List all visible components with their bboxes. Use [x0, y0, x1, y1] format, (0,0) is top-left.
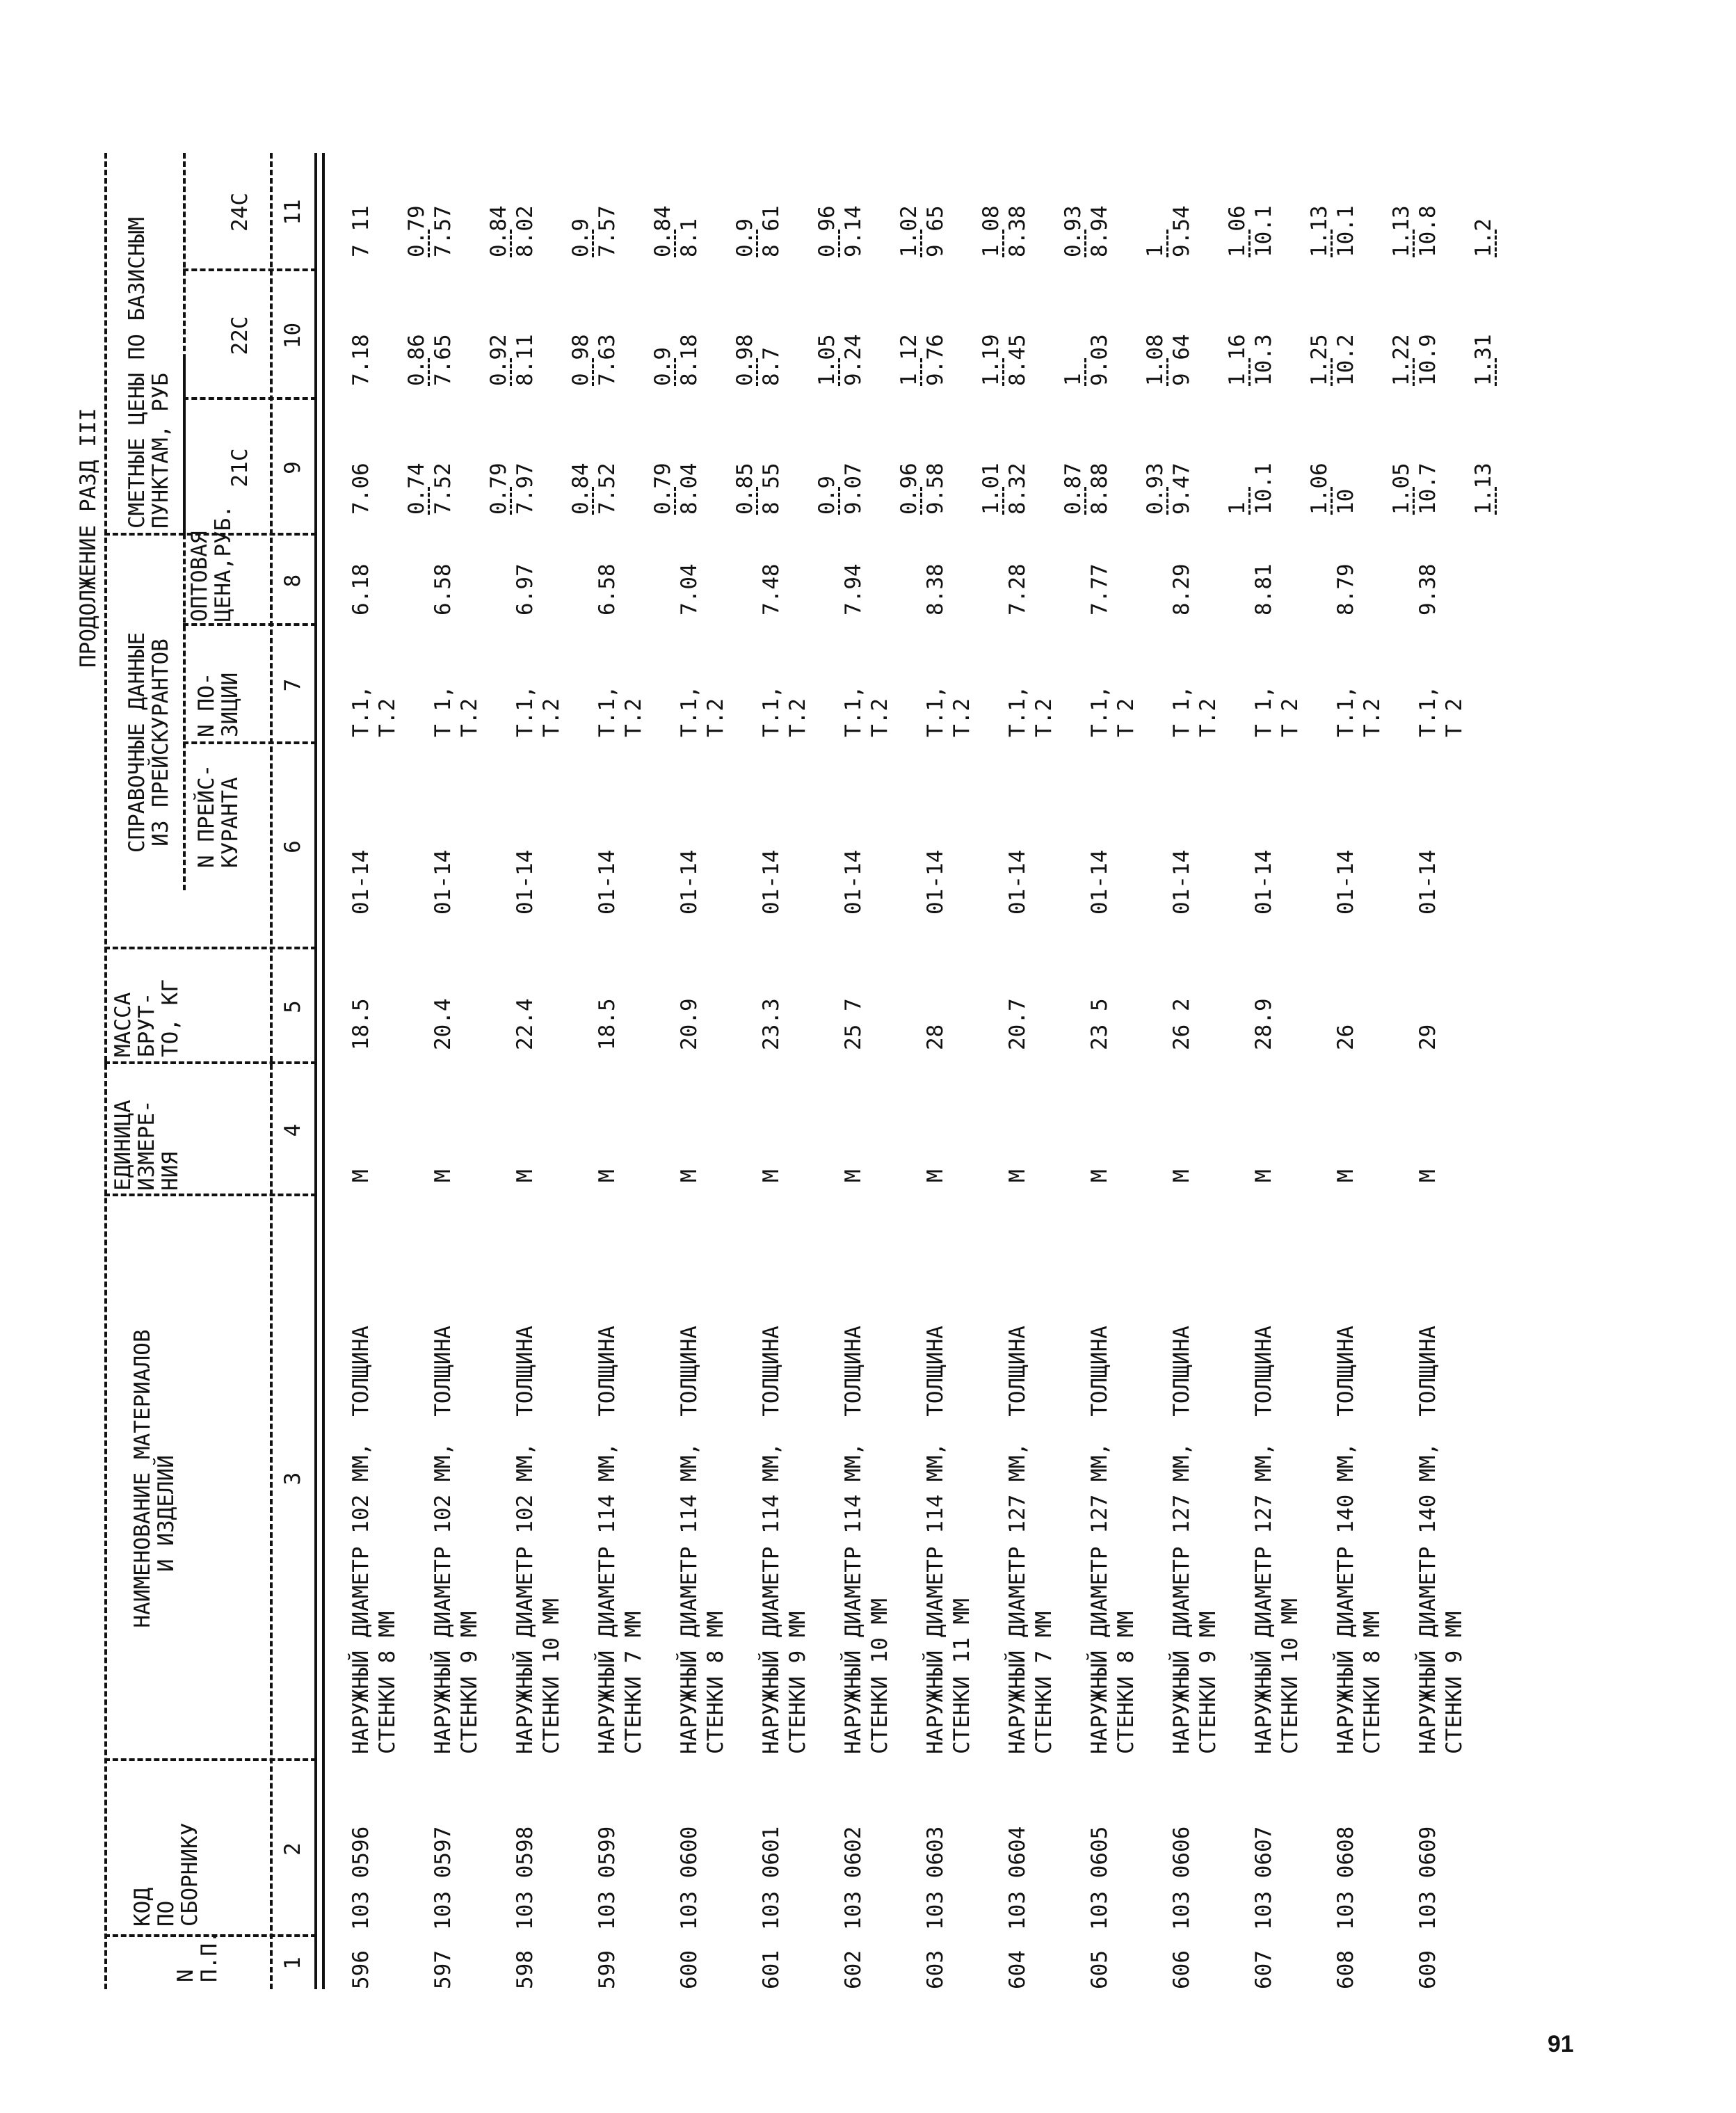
cell-pos1: Т 1,: [1169, 685, 1194, 737]
cell-num: 600: [677, 1950, 702, 1989]
cell-p21b: 8.04: [677, 463, 702, 515]
cell-p24a: 0.79: [404, 205, 429, 257]
cell-num: 602: [841, 1950, 866, 1989]
cell-p21b: 7.97: [513, 463, 538, 515]
cell-p21a: 0.74: [404, 463, 429, 515]
cell-pricelist: 01-14: [1415, 849, 1440, 915]
cell-num: 605: [1087, 1950, 1112, 1989]
cell-num: 598: [513, 1950, 538, 1989]
cell-mass: 22.4: [513, 998, 538, 1050]
cell-pricelist: 01-14: [595, 849, 620, 915]
cell-pos1: Т.1,: [1333, 685, 1358, 737]
cell-p24b: 7 11: [348, 205, 373, 257]
cell-pos2: Т.2: [949, 698, 974, 737]
cell-p22b: 7.63: [595, 334, 620, 386]
cell-code: 103 0596: [348, 1826, 373, 1930]
cell-pos2: Т 2: [1278, 698, 1303, 737]
hdr-21c: 21С: [227, 448, 252, 488]
cell-p21a: 1.06: [1307, 463, 1332, 515]
cell-p22b: 7.18: [348, 334, 373, 386]
cell-unit: М: [677, 1169, 702, 1182]
cell-name1: НАРУЖНЫЙ ДИАМЕТР 127 ММ, ТОЛЩИНА: [1087, 1326, 1112, 1754]
cell-p22b: 10.2: [1333, 334, 1358, 386]
price-group-rule: [183, 153, 186, 536]
cell-unit: М: [348, 1169, 373, 1182]
cell-p21b: 7.06: [348, 463, 373, 515]
cell-pricelist: 01-14: [1087, 849, 1112, 915]
cell-pos1: Т.1,: [923, 685, 948, 737]
cell-p24a: 1.13: [1389, 205, 1414, 257]
cell-mass: 29: [1415, 1024, 1440, 1050]
cell-p24a: 1.02: [897, 205, 922, 257]
cell-name2: СТЕНКИ 9 ММ: [1442, 1611, 1467, 1754]
cell-name1: НАРУЖНЫЙ ДИАМЕТР 114 ММ, ТОЛЩИНА: [923, 1326, 948, 1754]
cell-wholesale: 8.81: [1251, 563, 1276, 616]
cell-p24a: 0 96: [814, 205, 839, 257]
rotated-table-page: [76, 139, 1662, 1989]
hdr-ref-1: СПРАВОЧНЫЕ ДАННЫЕ: [124, 632, 150, 853]
cell-pos2: Т.2: [1031, 698, 1056, 737]
cell-p22a: 1.25: [1307, 334, 1332, 386]
cell-p24a: 0.93: [1061, 205, 1086, 257]
cell-p21a: 0.96: [897, 463, 922, 515]
cell-p21b: 8 55: [759, 463, 784, 515]
cell-p24b: 8 61: [759, 205, 784, 257]
cell-p21b: 10: [1333, 488, 1358, 515]
cell-name2: СТЕНКИ 9 ММ: [1196, 1611, 1221, 1754]
cell-pricelist: 01-14: [923, 849, 948, 915]
cell-wholesale: 7.48: [759, 563, 784, 616]
cell-pricelist: 01-14: [759, 849, 784, 915]
cell-pos2: Т.2: [1196, 698, 1221, 737]
cell-p22b: 8.45: [1005, 334, 1030, 386]
cell-unit: М: [1005, 1169, 1030, 1182]
cell-wholesale: 8.29: [1169, 563, 1194, 616]
cell-p21b: 9.58: [923, 463, 948, 515]
cell-pricelist: 01-14: [348, 849, 373, 915]
cell-name2: СТЕНКИ 8 ММ: [375, 1611, 400, 1754]
cell-wholesale: 7.04: [677, 563, 702, 616]
cell-p21a: 1.05: [1389, 463, 1414, 515]
cell-pricelist: 01-14: [841, 849, 866, 915]
cell-wholesale: 7.94: [841, 563, 866, 616]
cell-pos2: Т.2: [621, 698, 646, 737]
cell-p22a: 0.98: [732, 334, 757, 386]
cell-name2: СТЕНКИ 8 ММ: [1114, 1611, 1139, 1754]
cell-wholesale: 6.58: [595, 563, 620, 616]
cell-code: 103 0609: [1415, 1826, 1440, 1930]
cell-num: 599: [595, 1950, 620, 1989]
cell-pricelist: 01-14: [1251, 849, 1276, 915]
cell-code: 103 0606: [1169, 1826, 1194, 1930]
cell-wholesale: 6.18: [348, 563, 373, 616]
cell-pos1: Т.1,: [595, 685, 620, 737]
hdr-code-1: КОД: [130, 1888, 155, 1927]
cell-p22b: 9.03: [1087, 334, 1112, 386]
colnum-11: 11: [280, 199, 305, 225]
cell-p21a: 1.01: [979, 463, 1004, 515]
cell-p22b: 8.11: [513, 334, 538, 386]
cell-p22a: 0.92: [486, 334, 511, 386]
cell-name2: СТЕНКИ 10 ММ: [1278, 1598, 1303, 1754]
hdr-unit-3: НИЯ: [158, 1152, 183, 1191]
cell-code: 103 0602: [841, 1826, 866, 1930]
cell-p24b: 10.1: [1251, 205, 1276, 257]
cell-mass: 26: [1333, 1024, 1358, 1050]
colnum-6: 6: [280, 840, 305, 853]
cell-wholesale: 6.58: [431, 563, 456, 616]
hdr-price-2: ПУНКТАМ, РУБ: [148, 373, 173, 529]
cell-mass: 28: [923, 1024, 948, 1050]
cell-name1: НАРУЖНЫЙ ДИАМЕТР 102 ММ, ТОЛЩИНА: [513, 1326, 538, 1754]
cell-p22a: 0.86: [404, 334, 429, 386]
cell-p22b: 8.7: [759, 347, 784, 386]
cell-code: 103 0598: [513, 1826, 538, 1930]
cell-pos1: Т.1,: [759, 685, 784, 737]
cell-pos1: Т.1,: [677, 685, 702, 737]
hdr-name-1: НАИМЕНОВАНИЕ МАТЕРИАЛОВ: [130, 1329, 155, 1628]
cell-p24a: 1.2: [1471, 218, 1496, 257]
hdr-position-1: N ПО-: [194, 672, 219, 737]
cell-code: 103 0604: [1005, 1826, 1030, 1930]
cell-unit: М: [1415, 1169, 1440, 1182]
hdr-22c: 22С: [227, 316, 252, 355]
cell-unit: М: [759, 1169, 784, 1182]
cell-name1: НАРУЖНЫЙ ДИАМЕТР 127 ММ, ТОЛЩИНА: [1169, 1326, 1194, 1754]
cell-p21a: 0.79: [486, 463, 511, 515]
cell-mass: 20.9: [677, 998, 702, 1050]
cell-p22b: 10.3: [1251, 334, 1276, 386]
cell-p21a: 1: [1225, 501, 1250, 515]
cell-p21b: 8.32: [1005, 463, 1030, 515]
cell-name2: СТЕНКИ 9 ММ: [457, 1611, 482, 1754]
cell-pos1: Т.1,: [348, 685, 373, 737]
cell-p22a: 1 16: [1225, 334, 1250, 386]
cell-name2: СТЕНКИ 10 ММ: [539, 1598, 564, 1754]
cell-p24b: 10.8: [1415, 205, 1440, 257]
colnum-10: 10: [280, 322, 305, 349]
cell-p21a: 0.87: [1061, 463, 1086, 515]
cell-p22b: 7.65: [431, 334, 456, 386]
cell-pos2: Т.2: [539, 698, 564, 737]
cell-p24a: 0.84: [486, 205, 511, 257]
cell-unit: М: [1169, 1169, 1194, 1182]
cell-num: 608: [1333, 1950, 1358, 1989]
cell-num: 603: [923, 1950, 948, 1989]
cell-p21b: 8.88: [1087, 463, 1112, 515]
hdr-mass-3: ТО, КГ: [158, 979, 183, 1057]
cell-pos2: Т 2: [1114, 698, 1139, 737]
cell-pricelist: 01-14: [1333, 849, 1358, 915]
cell-p21a: 1.13: [1471, 463, 1496, 515]
hdr-num-2: П.П.: [197, 1930, 222, 1982]
cell-mass: 20.7: [1005, 998, 1030, 1050]
cell-p21b: 10.1: [1251, 463, 1276, 515]
cell-p24b: 8.1: [677, 218, 702, 257]
hdr-num-1: N: [173, 1969, 198, 1982]
cell-mass: 23.3: [759, 998, 784, 1050]
page-number: 91: [1548, 2031, 1574, 2057]
cell-p24b: 9.14: [841, 205, 866, 257]
cell-p21a: 0.9: [814, 476, 839, 515]
cell-code: 103 0600: [677, 1826, 702, 1930]
hdr-name-2: И ИЗДЕЛИЙ: [154, 1455, 179, 1572]
cell-p24b: 8.02: [513, 205, 538, 257]
cell-pos1: Т.1,: [1415, 685, 1440, 737]
cell-p21a: 0.85: [732, 463, 757, 515]
cell-code: 103 0605: [1087, 1826, 1112, 1930]
cell-num: 597: [431, 1950, 456, 1989]
cell-p24b: 10.1: [1333, 205, 1358, 257]
cell-p22a: 1.08: [1143, 334, 1168, 386]
cell-pos2: Т.2: [457, 698, 482, 737]
cell-p24b: 8.38: [1005, 205, 1030, 257]
cell-unit: М: [513, 1169, 538, 1182]
cell-pricelist: 01-14: [513, 849, 538, 915]
cell-code: 103 0607: [1251, 1826, 1276, 1930]
cell-wholesale: 6.97: [513, 563, 538, 616]
colnum-bottom-rule: [314, 153, 317, 1989]
cell-code: 103 0597: [431, 1826, 456, 1930]
cell-p22b: 9 64: [1169, 334, 1194, 386]
hdr-wholesale-2: ЦЕНА,РУБ.: [211, 505, 236, 622]
cell-code: 103 0599: [595, 1826, 620, 1930]
cell-code: 103 0601: [759, 1826, 784, 1930]
hdr-wholesale-1: ОПТОВАЯ: [187, 531, 212, 622]
cell-p24a: 0.84: [650, 205, 675, 257]
cell-p21b: 10.7: [1415, 463, 1440, 515]
cell-pos2: Т.2: [703, 698, 728, 737]
hdr-pricelist-2: КУРАНТА: [218, 777, 243, 868]
cell-p21a: 0.84: [568, 463, 593, 515]
hdr-pricelist-1: N ПРЕЙС-: [194, 764, 219, 868]
cell-mass: 20.4: [431, 998, 456, 1050]
cell-p22a: 1 12: [897, 334, 922, 386]
cell-pos1: Т 1,: [431, 685, 456, 737]
cell-name1: НАРУЖНЫЙ ДИАМЕТР 114 ММ, ТОЛЩИНА: [759, 1326, 784, 1754]
cell-p24a: 1 08: [979, 205, 1004, 257]
hdr-mass-1: МАССА: [111, 992, 136, 1057]
cell-p21a: 0.93: [1143, 463, 1168, 515]
cell-num: 607: [1251, 1950, 1276, 1989]
cell-mass: 23 5: [1087, 998, 1112, 1050]
cell-p21a: 0.79: [650, 463, 675, 515]
cell-p22a: 1: [1061, 373, 1086, 386]
price-divider: [1495, 358, 1497, 386]
cell-name2: СТЕНКИ 8 ММ: [1360, 1611, 1385, 1754]
cell-name2: СТЕНКИ 7 ММ: [1031, 1611, 1056, 1754]
price-divider: [1495, 230, 1497, 257]
cell-p22b: 10.9: [1415, 334, 1440, 386]
header-bottom-rule: [270, 153, 273, 1989]
hdr-unit-1: ЕДИНИЦА: [111, 1100, 136, 1191]
cell-pos2: Т.2: [785, 698, 810, 737]
colnum-3: 3: [280, 1472, 305, 1486]
hdr-code-3: СБОРНИКУ: [177, 1822, 202, 1927]
cell-pricelist: 01-14: [1169, 849, 1194, 915]
cell-num: 606: [1169, 1950, 1194, 1989]
cell-p21b: 9.47: [1169, 463, 1194, 515]
hdr-position-2: ЗИЦИИ: [218, 672, 243, 737]
cell-num: 604: [1005, 1950, 1030, 1989]
cell-pos1: Т.1,: [513, 685, 538, 737]
hdr-24c: 24С: [227, 193, 252, 232]
cell-p22a: 1.22: [1389, 334, 1414, 386]
colnum-bottom-rule-2: [322, 153, 325, 1989]
cell-p22a: 0.9: [650, 347, 675, 386]
cell-name1: НАРУЖНЫЙ ДИАМЕТР 102 ММ, ТОЛЩИНА: [431, 1326, 456, 1754]
colnum-2: 2: [280, 1842, 305, 1856]
cell-wholesale: 8.79: [1333, 563, 1358, 616]
cell-mass: 26 2: [1169, 998, 1194, 1050]
cell-p24a: 0.9: [568, 218, 593, 257]
cell-p24a: 0.9: [732, 218, 757, 257]
cell-mass: 25 7: [841, 998, 866, 1050]
colnum-9: 9: [280, 461, 305, 474]
cell-name1: НАРУЖНЫЙ ДИАМЕТР 114 ММ, ТОЛЩИНА: [841, 1326, 866, 1754]
cell-mass: 18.5: [595, 998, 620, 1050]
cell-num: 601: [759, 1950, 784, 1989]
cell-name1: НАРУЖНЫЙ ДИАМЕТР 127 ММ, ТОЛЩИНА: [1005, 1326, 1030, 1754]
hdr-mass-2: БРУТ-: [134, 992, 159, 1057]
cell-unit: М: [595, 1169, 620, 1182]
cell-p22a: 1.31: [1471, 334, 1496, 386]
colnum-8: 8: [280, 574, 305, 588]
cell-wholesale: 7.77: [1087, 563, 1112, 616]
cell-p22a: 0 98: [568, 334, 593, 386]
cell-mass: 28.9: [1251, 998, 1276, 1050]
hdr-unit-2: ИЗМЕРЕ-: [134, 1100, 159, 1191]
cell-p21b: 7.52: [431, 463, 456, 515]
cell-name2: СТЕНКИ 11 ММ: [949, 1598, 974, 1754]
cell-num: 596: [348, 1950, 373, 1989]
cell-p21b: 9.07: [841, 463, 866, 515]
cell-p22b: 8.18: [677, 334, 702, 386]
cell-pricelist: 01-14: [677, 849, 702, 915]
colnum-1: 1: [280, 1957, 305, 1970]
colnum-5: 5: [280, 1000, 305, 1013]
cell-pricelist: 01-14: [431, 849, 456, 915]
cell-unit: М: [431, 1169, 456, 1182]
colnum-7: 7: [280, 678, 305, 692]
cell-unit: М: [1251, 1169, 1276, 1182]
cell-unit: М: [841, 1169, 866, 1182]
cell-wholesale: 8.38: [923, 563, 948, 616]
cell-name1: НАРУЖНЫЙ ДИАМЕТР 114 ММ, ТОЛЩИНА: [677, 1326, 702, 1754]
price-divider: [1495, 487, 1497, 515]
cell-p21b: 7.52: [595, 463, 620, 515]
cell-num: 609: [1415, 1950, 1440, 1989]
hdr-code-2: ПО: [154, 1900, 179, 1927]
cell-name1: НАРУЖНЫЙ ДИАМЕТР 127 ММ, ТОЛЩИНА: [1251, 1326, 1276, 1754]
colnum-4: 4: [280, 1123, 305, 1137]
cell-pos1: Т 1,: [1251, 685, 1276, 737]
cell-pos2: Т.2: [1360, 698, 1385, 737]
cell-p22b: 9.76: [923, 334, 948, 386]
cell-p24b: 7.57: [431, 205, 456, 257]
cell-name2: СТЕНКИ 8 ММ: [703, 1611, 728, 1754]
cell-p24a: 1.13: [1307, 205, 1332, 257]
continuation-heading: ПРОДОЛЖЕНИЕ РАЗД III: [76, 408, 101, 668]
cell-name2: СТЕНКИ 9 ММ: [785, 1611, 810, 1754]
cell-pos1: Т.1,: [841, 685, 866, 737]
cell-p24b: 7.57: [595, 205, 620, 257]
cell-unit: М: [1087, 1169, 1112, 1182]
top-rule: [104, 153, 107, 1989]
cell-pos2: Т.2: [375, 698, 400, 737]
cell-code: 103 0608: [1333, 1826, 1358, 1930]
cell-name2: СТЕНКИ 7 ММ: [621, 1611, 646, 1754]
cell-name1: НАРУЖНЫЙ ДИАМЕТР 140 ММ, ТОЛЩИНА: [1415, 1326, 1440, 1754]
cell-pos2: Т 2: [1442, 698, 1467, 737]
cell-p24a: 1: [1143, 244, 1168, 257]
cell-code: 103 0603: [923, 1826, 948, 1930]
cell-name1: НАРУЖНЫЙ ДИАМЕТР 140 ММ, ТОЛЩИНА: [1333, 1326, 1358, 1754]
hdr-price-1: СМЕТНЫЕ ЦЕНЫ ПО БАЗИСНЫМ: [124, 217, 150, 529]
cell-mass: 18.5: [348, 998, 373, 1050]
cell-wholesale: 7.28: [1005, 563, 1030, 616]
cell-pos1: Т.1,: [1005, 685, 1030, 737]
cell-p24b: 9 65: [923, 205, 948, 257]
cell-unit: М: [923, 1169, 948, 1182]
cell-p24b: 8.94: [1087, 205, 1112, 257]
cell-wholesale: 9.38: [1415, 563, 1440, 616]
hdr-ref-2: ИЗ ПРЕЙСКУРАНТОВ: [148, 638, 173, 846]
cell-pos1: Т.1,: [1087, 685, 1112, 737]
cell-name1: НАРУЖНЫЙ ДИАМЕТР 102 ММ, ТОЛЩИНА: [348, 1326, 373, 1754]
cell-unit: М: [1333, 1169, 1358, 1182]
cell-p22b: 9.24: [841, 334, 866, 386]
cell-name1: НАРУЖНЫЙ ДИАМЕТР 114 ММ, ТОЛЩИНА: [595, 1326, 620, 1754]
cell-pricelist: 01-14: [1005, 849, 1030, 915]
cell-p22a: 1.05: [814, 334, 839, 386]
cell-name2: СТЕНКИ 10 ММ: [867, 1598, 892, 1754]
cell-pos2: Т.2: [867, 698, 892, 737]
cell-p22a: 1.19: [979, 334, 1004, 386]
cell-p24b: 9.54: [1169, 205, 1194, 257]
cell-p24a: 1 06: [1225, 205, 1250, 257]
